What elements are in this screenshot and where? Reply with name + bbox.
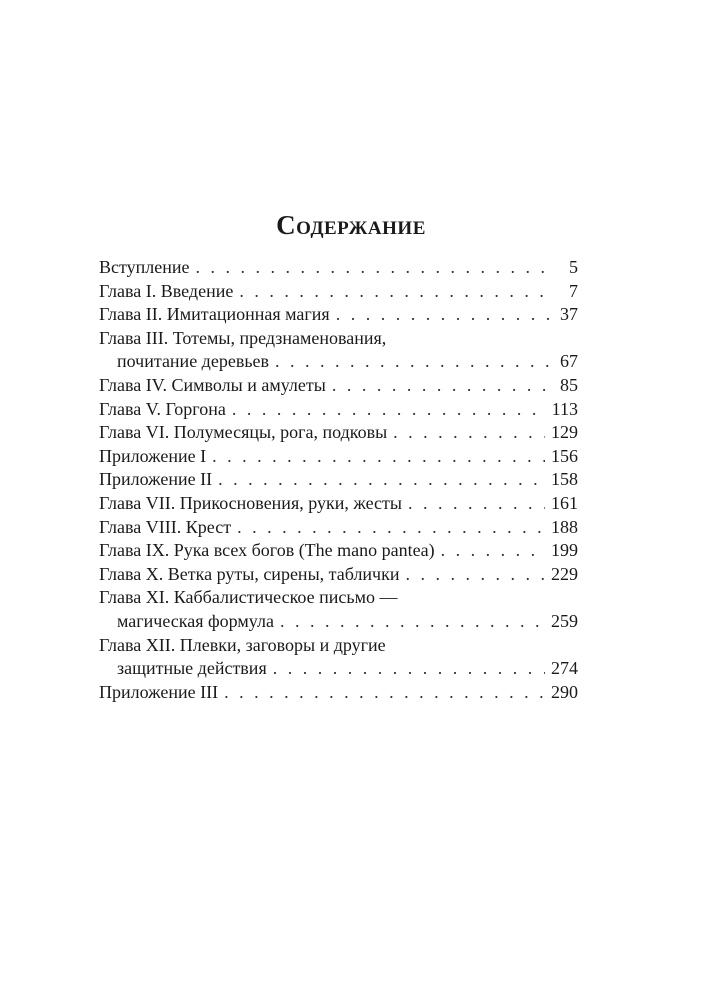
dot-leader [280, 610, 545, 634]
toc-entry [99, 398, 578, 422]
toc-entry [99, 492, 578, 516]
toc-entry-label: Вступление [99, 257, 190, 277]
dot-leader [336, 303, 550, 327]
toc-entry [99, 256, 578, 280]
dot-leader [393, 421, 545, 445]
toc-entry [99, 280, 578, 304]
toc-entry-label-continued: магическая формула [117, 610, 274, 631]
table-of-contents [99, 256, 578, 704]
toc-entry-label: Глава IX. Рука всех богов (The mano pantea) [99, 540, 435, 561]
toc-entry-continuation [99, 350, 578, 374]
dot-leader [195, 256, 550, 280]
toc-entry [99, 445, 578, 469]
dot-leader [408, 492, 545, 516]
toc-entry-page: 290 [551, 681, 578, 702]
toc-entry [99, 563, 578, 587]
dot-leader [218, 468, 545, 492]
toc-entry-page: 37 [560, 304, 578, 325]
toc-entry-label: Приложение II [99, 469, 213, 490]
toc-entry-page: 161 [551, 492, 578, 513]
toc-entry [99, 539, 578, 563]
toc-entry-label-continued: почитание деревьев [117, 351, 270, 372]
toc-entry-page: 5 [569, 257, 578, 277]
toc-entry-label: Глава IV. Символы и амулеты [99, 374, 326, 395]
toc-entry-label: Глава X. Ветка руты, сирены, таблички [99, 563, 400, 584]
toc-entry-label-continued: защитные действия [117, 658, 267, 679]
toc-entry-page: 67 [560, 351, 578, 372]
toc-entry-page: 113 [551, 398, 578, 419]
dot-leader [237, 516, 545, 540]
toc-entry-continuation [99, 657, 578, 681]
toc-entry-label: Глава XII. Плевки, заговоры и другие [99, 634, 386, 655]
toc-entry [99, 468, 578, 492]
toc-entry-label: Глава VI. Полумесяцы, рога, подковы [99, 422, 388, 443]
toc-entry [99, 681, 578, 705]
toc-entry-page: 7 [569, 280, 578, 301]
toc-entry-page: 85 [560, 374, 578, 395]
toc-entry-page: 199 [551, 540, 578, 561]
dot-leader [275, 350, 550, 374]
dot-leader [332, 374, 550, 398]
dot-leader [232, 398, 546, 422]
toc-entry-label: Глава VIII. Крест [99, 516, 232, 537]
toc-entry [99, 303, 578, 327]
toc-entry [99, 634, 578, 658]
toc-entry-label: Приложение III [99, 681, 219, 702]
dot-leader [212, 445, 545, 469]
toc-entry-label: Глава II. Имитационная магия [99, 304, 330, 325]
dot-leader [224, 681, 545, 705]
toc-entry-page: 259 [551, 610, 578, 631]
toc-entry-page: 229 [551, 563, 578, 584]
toc-entry-page: 156 [551, 445, 578, 466]
toc-entry-continuation [99, 610, 578, 634]
toc-entry-page: 188 [551, 516, 578, 537]
toc-entry [99, 586, 578, 610]
dot-leader [441, 539, 545, 563]
page-title: Содержание [276, 210, 426, 240]
toc-entry-label: Глава I. Введение [99, 280, 234, 301]
toc-entry [99, 516, 578, 540]
toc-entry-label: Глава V. Горгона [99, 398, 226, 419]
toc-entry-label: Приложение I [99, 445, 207, 466]
dot-leader [239, 280, 550, 304]
toc-entry-label: Глава III. Тотемы, предзнаменования, [99, 327, 387, 348]
toc-entry [99, 327, 578, 351]
toc-entry-label: Глава XI. Каббалистическое письмо — [99, 587, 398, 608]
toc-entry [99, 374, 578, 398]
dot-leader [273, 657, 545, 681]
toc-entry [99, 421, 578, 445]
dot-leader [406, 563, 546, 587]
toc-entry-page: 158 [551, 469, 578, 490]
toc-entry-label: Глава VII. Прикосновения, руки, жесты [99, 492, 402, 513]
toc-entry-page: 274 [551, 658, 578, 679]
toc-entry-page: 129 [551, 422, 578, 443]
